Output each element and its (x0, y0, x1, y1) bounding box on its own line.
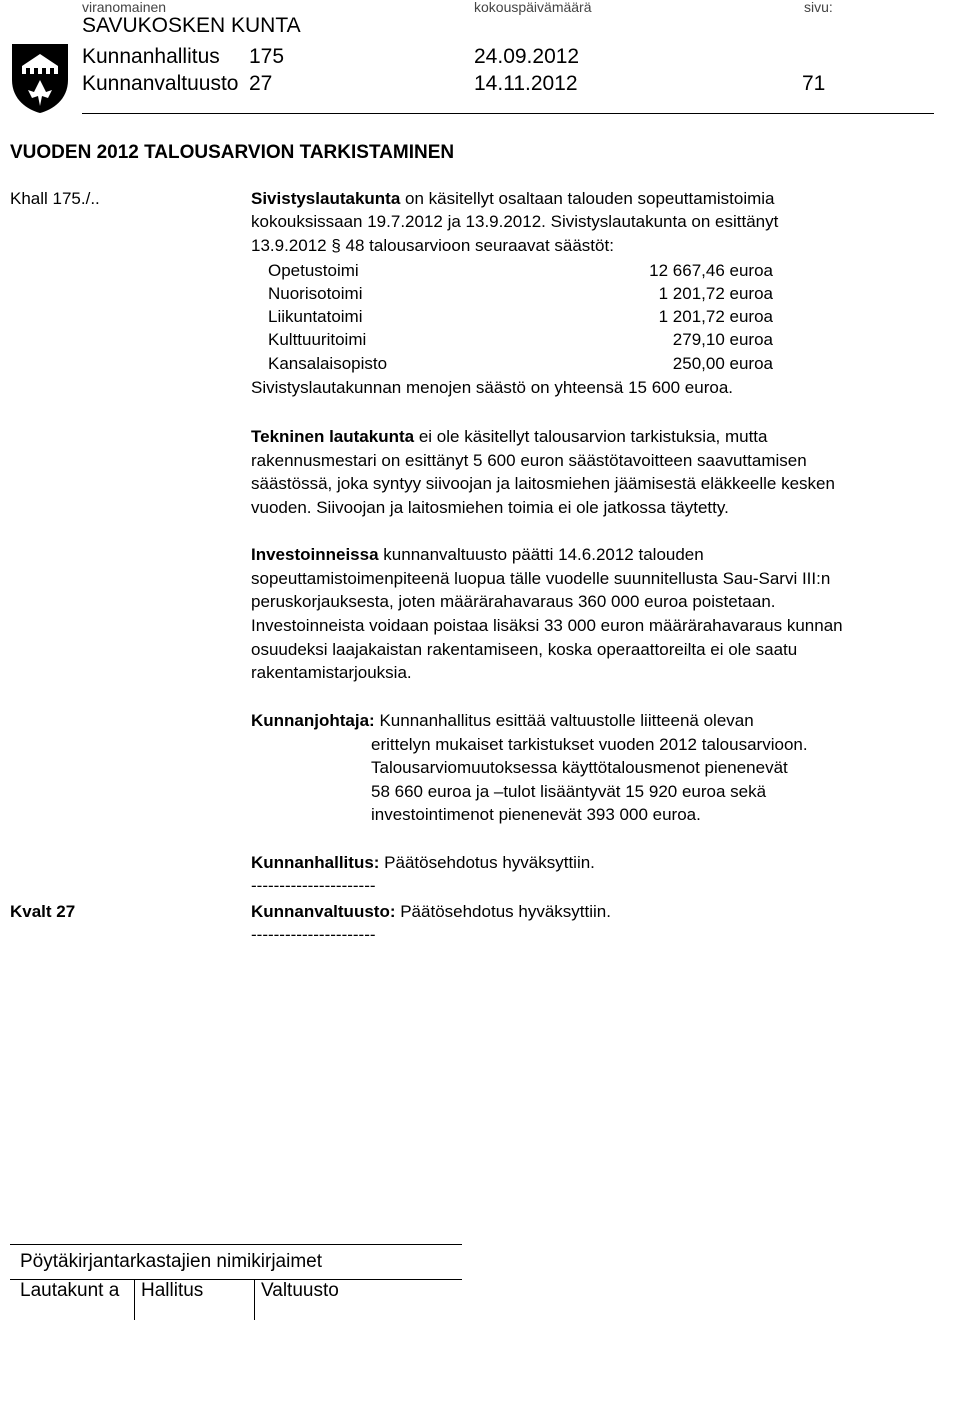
municipality-name: SAVUKOSKEN KUNTA (82, 14, 301, 37)
reference-kvalt: Kvalt 27 (10, 902, 76, 921)
savings-row: Kansalaisopisto 250,00 euroa (268, 354, 773, 373)
p2-line3: säästössä, joka syntyy siivoojan ja laitosmiehen jäämisestä eläkkeelle kesken (251, 474, 835, 493)
p3-line1: Investoinneissa kunnanvaltuusto päätti 14.6.2012 talouden (251, 545, 704, 564)
p4-bold: Kunnanjohtaja: (251, 711, 375, 730)
p3-line6: rakentamistarjouksia. (251, 663, 412, 682)
header-row2-body: Kunnanvaltuusto (82, 72, 239, 95)
p3-bold: Investoinneissa (251, 545, 379, 564)
municipality-coat-of-arms (8, 40, 72, 114)
p3-line5: osuudeksi laajakaistan rakentamiseen, koska operaattoreilta ei ole saatu (251, 640, 798, 659)
p4-line5: investointimenot pienenevät 393 000 euroa. (371, 805, 701, 824)
header-row1-body: Kunnanhallitus (82, 45, 220, 68)
header-row2-date: 14.11.2012 (474, 72, 578, 95)
savings-row: Opetustoimi 12 667,46 euroa (268, 261, 773, 280)
header-row2-section: 27 (249, 72, 273, 95)
signature-col-lautakunta: Lautakunt a (20, 1280, 120, 1301)
p2-line2: rakennusmestari on esittänyt 5 600 euron säästötavoitteen saavuttamisen (251, 451, 807, 470)
signature-columns (10, 1279, 462, 1320)
decision-kunnanvaltuusto: Kunnanvaltuusto: Päätösehdotus hyväksyttiin. (251, 902, 611, 921)
header-label-date: kokouspäivämäärä (474, 0, 592, 15)
p1-bold: Sivistyslautakunta (251, 189, 401, 208)
p4-line3: Talousarviomuutoksessa käyttötalousmenot pienenevät (371, 758, 788, 777)
separator-line: ---------------------- (251, 876, 376, 895)
document-title: VUODEN 2012 TALOUSARVION TARKISTAMINEN (10, 142, 455, 163)
p2-line1: Tekninen lautakunta ei ole käsitellyt talousarvion tarkistuksia, mutta (251, 427, 768, 446)
savings-row: Nuorisotoimi 1 201,72 euroa (268, 284, 773, 303)
p1-line3: 13.9.2012 § 48 talousarvioon seuraavat säästöt: (251, 236, 614, 255)
p4-line4: 58 660 euroa ja –tulot lisääntyvät 15 920 euroa sekä (371, 782, 767, 801)
savings-row: Kulttuuritoimi 279,10 euroa (268, 330, 773, 349)
p4-line1: Kunnanjohtaja: Kunnanhallitus esittää valtuustolle liitteenä olevan (251, 711, 754, 730)
savings-row: Liikuntatoimi 1 201,72 euroa (268, 307, 773, 326)
p2-bold: Tekninen lautakunta (251, 427, 415, 446)
page-number: 71 (802, 72, 826, 95)
p3-line2: sopeuttamistoimenpiteenä luopua tälle vuodelle suunnitellusta Sau-Sarvi III:n (251, 569, 831, 588)
header-row1-section: 175 (249, 45, 285, 68)
p4-line2: erittelyn mukaiset tarkistukset vuoden 2012 talousarvioon. (371, 735, 808, 754)
p1-line2: kokouksissaan 19.7.2012 ja 13.9.2012. Sivistyslautakunta on esittänyt (251, 212, 779, 231)
header-label-authority: viranomainen (82, 0, 167, 15)
p3-line3: peruskorjauksesta, joten määrärahavaraus 360 000 euroa poistetaan. (251, 592, 776, 611)
header-row1-date: 24.09.2012 (474, 45, 580, 68)
separator-line: ---------------------- (251, 925, 376, 944)
savings-total: Sivistyslautakunnan menojen säästö on yhteensä 15 600 euroa. (251, 378, 733, 397)
signature-col-hallitus: Hallitus (134, 1280, 255, 1320)
header-divider (82, 113, 934, 114)
signature-box (10, 1244, 462, 1317)
signature-col-valtuusto: Valtuusto (254, 1280, 375, 1320)
p1-line1: Sivistyslautakunta on käsitellyt osaltaan talouden sopeuttamistoimia (251, 189, 775, 208)
decision-kunnanhallitus: Kunnanhallitus: Päätösehdotus hyväksyttiin. (251, 853, 595, 872)
p2-line4: vuoden. Siivoojan ja laitosmiehen toimia ei ole jatkossa täytetty. (251, 498, 729, 517)
signature-title: Pöytäkirjantarkastajien nimikirjaimet (20, 1251, 322, 1272)
header-label-page: sivu: (804, 0, 833, 15)
reference-khall: Khall 175./.. (10, 189, 100, 208)
p3-line4: Investoinneista voidaan poistaa lisäksi 33 000 euron määrärahavaraus kunnan (251, 616, 843, 635)
